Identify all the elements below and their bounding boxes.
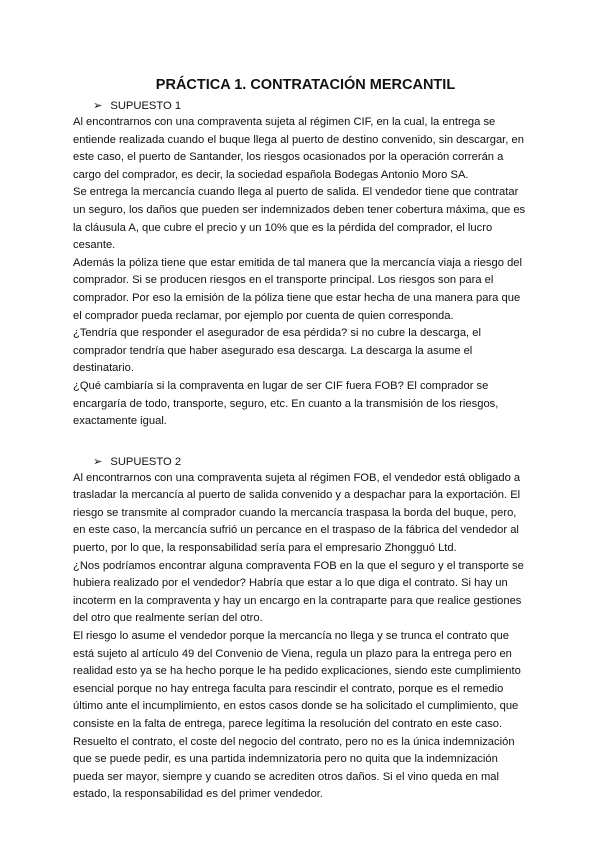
arrow-bullet-icon: ➢ — [93, 455, 103, 468]
paragraph: Al encontrarnos con una compraventa sujeta al régimen FOB, el vendedor está obligado a trasladar la mercancía al puerto de salida convenido y a despachar para la exportación. El riesgo se transmite al comprador cuando la mercancía traspasa la borda del buque, pero, en este caso, la mercancía sufrió un percance en el traspaso de la fábrica del vendedor al puerto, por lo que, la responsabilidad sería para el empresario Zhongguó Ltd. — [73, 471, 521, 555]
paragraph: ¿Qué cambiaría si la compraventa en lugar de ser CIF fuera FOB? El comprador se encargaría de todo, transporte, seguro, etc. En cuanto a la transmisión de los riesgos, exactamente igual. — [73, 379, 499, 428]
section-heading — [73, 454, 530, 470]
paragraph: Se entrega la mercancía cuando llega al puerto de salida. El vendedor tiene que contratar un seguro, los daños que pueden ser indemnizados deben tener cobertura máxima, que es la cláusula A, que cubre el precio y un 10% que es la pérdida del comprador, el lucro cesante. — [73, 186, 526, 252]
section-heading-label: SUPUESTO 1 — [110, 100, 182, 112]
section-heading — [73, 98, 530, 114]
paragraph: El riesgo lo asume el vendedor porque la mercancía no llega y se trunca el contrato que está sujeto al artículo 49 del Convenio de Viena, regula un plazo para la entrega pero en realidad esto ya se ha hecho porque le ha pedido explicaciones, siendo este cumplimiento esencial porque no hay entrega faculta para rescindir el contrato, porque es el remedio último ante el incumplimiento, en estos casos donde se ha solicitado el cumplimiento, que consiste en la falta de entrega, parece legítima la resolución del contrato en este caso. — [73, 630, 521, 730]
paragraph: Resuelto el contrato, el coste del negocio del contrato, pero no es la única indemnización que se puede pedir, es una partida indemnizatoria pero no quita que la indemnización pueda ser mayor, siempre y cuando se acrediten otros daños. Si el vino queda en mal estado, la responsabilidad es del primer vendedor. — [73, 735, 515, 801]
paragraph: Al encontrarnos con una compraventa sujeta al régimen CIF, en la cual, la entrega se entiende realizada cuando el buque llega al puerto de destino convenido, sin descargar, en este caso, el puerto de Santander, los riesgos ocasionados por la operación correrán a cargo del comprador, es decir, la sociedad española Bodegas Antonio Moro SA. — [73, 116, 524, 181]
paragraph: ¿Tendría que responder el asegurador de esa pérdida? si no cubre la descarga, el comprador tendría que haber asegurado esa descarga. La descarga la asume el destinatario. — [73, 327, 481, 375]
paragraph: ¿Nos podríamos encontrar alguna compraventa FOB en la que el seguro y el transporte se hubiera realizado por el vendedor? Habría que estar a lo que diga el contrato. Si hay un incoterm en la compraventa y hay un encargo en la contraparte para que realice gestiones del otro que realmente serían del otro. — [73, 559, 524, 625]
section-supuesto-1 — [73, 98, 530, 431]
arrow-bullet-icon: ➢ — [93, 100, 103, 112]
section-heading-label: SUPUESTO 2 — [110, 455, 182, 468]
document-title: PRÁCTICA 1. CONTRATACIÓN MERCANTIL — [155, 77, 456, 93]
section-supuesto-2 — [73, 454, 530, 804]
paragraph: Además la póliza tiene que estar emitida de tal manera que la mercancía viaja a riesgo del comprador. Si se producen riesgos en el transporte principal. Los riesgos son para el comprador. Por eso la emisión de la póliza tiene que estar hecha de una manera para que el comprador pueda reclamar, por ejemplo por cuenta de quien corresponda. — [73, 256, 522, 322]
section-spacer — [73, 431, 530, 454]
